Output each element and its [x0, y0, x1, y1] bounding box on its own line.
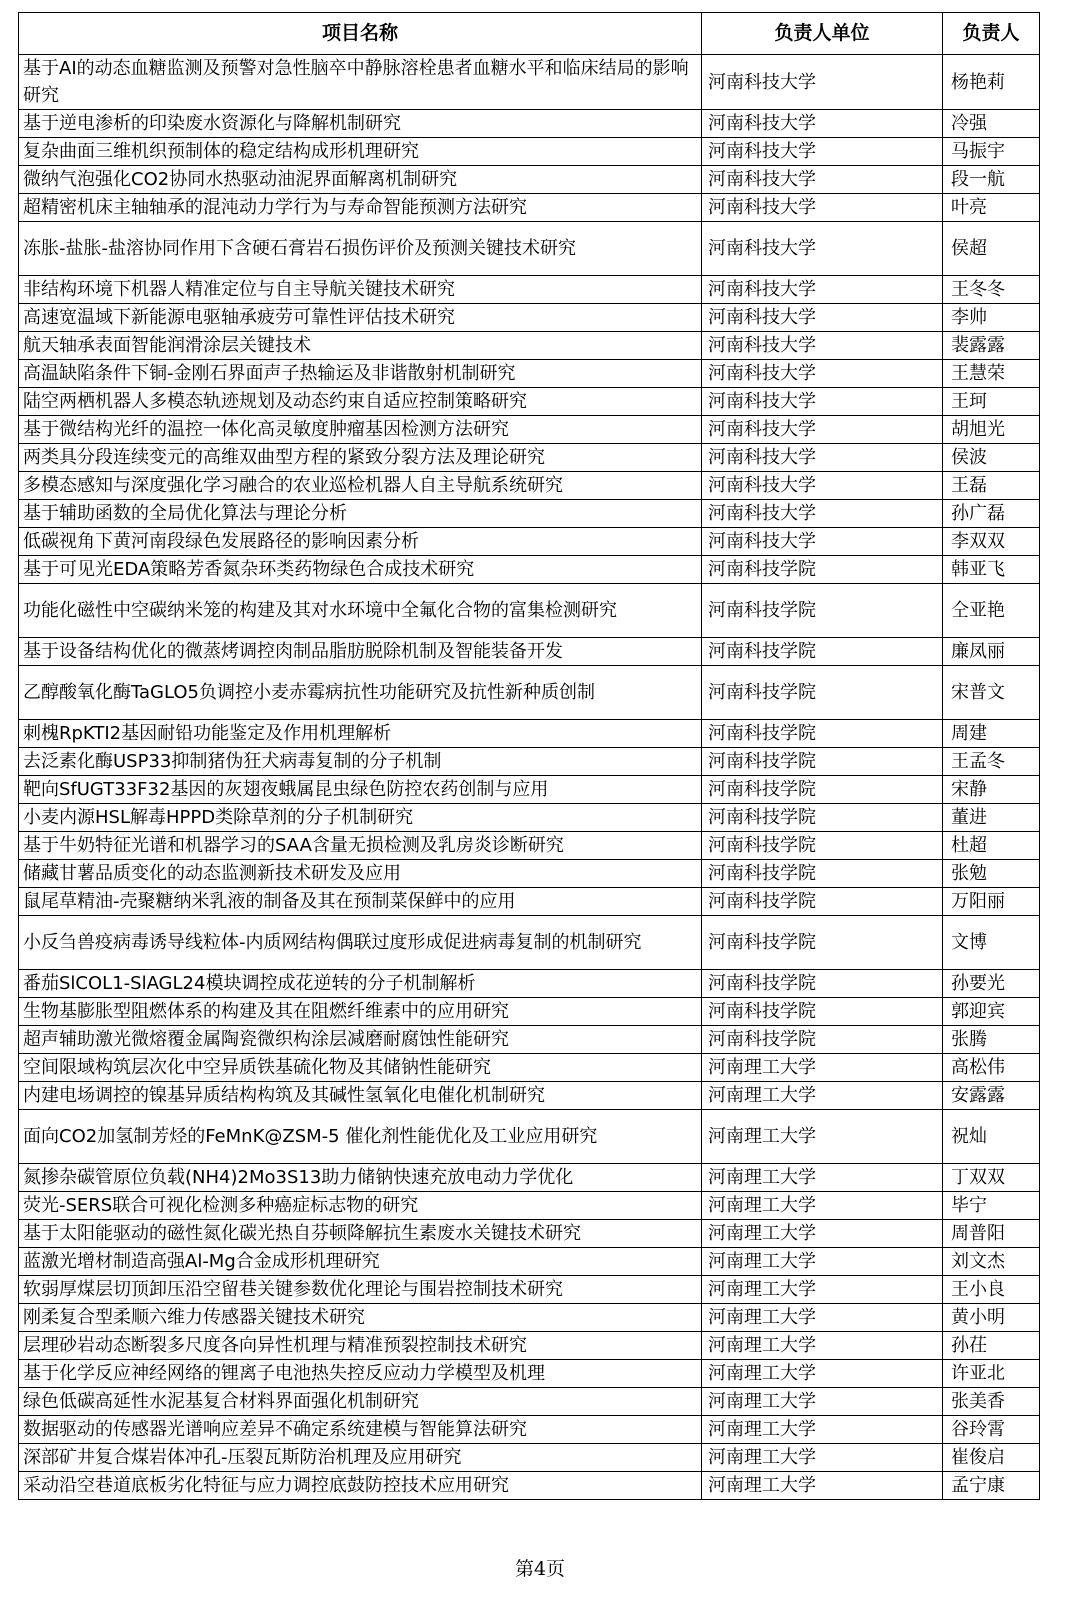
project-name-cell: 两类具分段连续变元的高维双曲型方程的紧致分裂方法及理论研究	[19, 444, 702, 472]
organization-cell: 河南科技学院	[702, 720, 943, 748]
table-row	[19, 1388, 1040, 1416]
principal-cell: 李帅	[943, 304, 1040, 332]
project-name-cell: 航天轴承表面智能润滑涂层关键技术	[19, 332, 702, 360]
organization-cell: 河南理工大学	[702, 1248, 943, 1276]
principal-cell: 冷强	[943, 110, 1040, 138]
project-name-cell: 靶向SfUGT33F32基因的灰翅夜蛾属昆虫绿色防控农药创制与应用	[19, 776, 702, 804]
project-name-cell: 低碳视角下黄河南段绿色发展路径的影响因素分析	[19, 528, 702, 556]
table-row	[19, 1192, 1040, 1220]
principal-cell: 段一航	[943, 166, 1040, 194]
organization-cell: 河南理工大学	[702, 1304, 943, 1332]
table-row	[19, 666, 1040, 720]
principal-cell: 郭迎宾	[943, 998, 1040, 1026]
project-name-cell: 荧光-SERS联合可视化检测多种癌症标志物的研究	[19, 1192, 702, 1220]
organization-cell: 河南科技大学	[702, 500, 943, 528]
table-header-row	[19, 13, 1040, 55]
principal-cell: 丁双双	[943, 1164, 1040, 1192]
table-row	[19, 138, 1040, 166]
table-row	[19, 472, 1040, 500]
table-row	[19, 970, 1040, 998]
project-name-cell: 基于牛奶特征光谱和机器学习的SAA含量无损检测及乳房炎诊断研究	[19, 832, 702, 860]
organization-cell: 河南科技大学	[702, 110, 943, 138]
table-row	[19, 888, 1040, 916]
principal-cell: 仝亚艳	[943, 584, 1040, 638]
organization-cell: 河南科技学院	[702, 832, 943, 860]
organization-cell: 河南科技学院	[702, 998, 943, 1026]
table-row	[19, 998, 1040, 1026]
principal-cell: 万阳丽	[943, 888, 1040, 916]
organization-cell: 河南科技大学	[702, 332, 943, 360]
organization-cell: 河南科技学院	[702, 584, 943, 638]
table-row	[19, 916, 1040, 970]
table-row	[19, 332, 1040, 360]
project-name-cell: 基于化学反应神经网络的锂离子电池热失控反应动力学模型及机理	[19, 1360, 702, 1388]
project-name-cell: 深部矿井复合煤岩体冲孔-压裂瓦斯防治机理及应用研究	[19, 1444, 702, 1472]
principal-cell: 李双双	[943, 528, 1040, 556]
organization-cell: 河南科技学院	[702, 666, 943, 720]
principal-cell: 侯波	[943, 444, 1040, 472]
principal-cell: 王珂	[943, 388, 1040, 416]
project-name-cell: 刚柔复合型柔顺六维力传感器关键技术研究	[19, 1304, 702, 1332]
principal-cell: 王慧荣	[943, 360, 1040, 388]
principal-cell: 孟宁康	[943, 1472, 1040, 1500]
table-row	[19, 110, 1040, 138]
project-name-cell: 陆空两栖机器人多模态轨迹规划及动态约束自适应控制策略研究	[19, 388, 702, 416]
principal-cell: 黄小明	[943, 1304, 1040, 1332]
principal-cell: 裴露露	[943, 332, 1040, 360]
principal-cell: 廉凤丽	[943, 638, 1040, 666]
project-name-cell: 基于设备结构优化的微蒸烤调控肉制品脂肪脱除机制及智能装备开发	[19, 638, 702, 666]
table-row	[19, 1220, 1040, 1248]
table-row	[19, 556, 1040, 584]
organization-cell: 河南科技学院	[702, 556, 943, 584]
table-body	[19, 55, 1040, 1500]
table-row	[19, 276, 1040, 304]
table-row	[19, 1054, 1040, 1082]
organization-cell: 河南科技学院	[702, 804, 943, 832]
project-name-cell: 复杂曲面三维机织预制体的稳定结构成形机理研究	[19, 138, 702, 166]
organization-cell: 河南理工大学	[702, 1054, 943, 1082]
organization-cell: 河南理工大学	[702, 1192, 943, 1220]
organization-cell: 河南科技学院	[702, 748, 943, 776]
organization-cell: 河南科技大学	[702, 416, 943, 444]
principal-cell: 高松伟	[943, 1054, 1040, 1082]
page-number: 第4页	[514, 1558, 566, 1580]
table-row	[19, 1332, 1040, 1360]
organization-cell: 河南理工大学	[702, 1472, 943, 1500]
principal-cell: 王冬冬	[943, 276, 1040, 304]
table-row	[19, 804, 1040, 832]
principal-cell: 崔俊启	[943, 1444, 1040, 1472]
project-name-cell: 小麦内源HSL解毒HPPD类除草剂的分子机制研究	[19, 804, 702, 832]
project-name-cell: 超声辅助激光微熔覆金属陶瓷微织构涂层减磨耐腐蚀性能研究	[19, 1026, 702, 1054]
project-name-cell: 多模态感知与深度强化学习融合的农业巡检机器人自主导航系统研究	[19, 472, 702, 500]
principal-cell: 胡旭光	[943, 416, 1040, 444]
principal-cell: 孙要光	[943, 970, 1040, 998]
project-name-cell: 高温缺陷条件下铜-金刚石界面声子热输运及非谐散射机制研究	[19, 360, 702, 388]
organization-cell: 河南科技大学	[702, 166, 943, 194]
principal-cell: 马振宇	[943, 138, 1040, 166]
project-table	[18, 12, 1040, 1500]
table-row	[19, 1444, 1040, 1472]
table-row	[19, 1304, 1040, 1332]
principal-cell: 宋静	[943, 776, 1040, 804]
project-name-cell: 基于辅助函数的全局优化算法与理论分析	[19, 500, 702, 528]
table-row	[19, 1082, 1040, 1110]
project-name-cell: 基于逆电渗析的印染废水资源化与降解机制研究	[19, 110, 702, 138]
project-name-cell: 高速宽温域下新能源电驱轴承疲劳可靠性评估技术研究	[19, 304, 702, 332]
project-name-cell: 超精密机床主轴轴承的混沌动力学行为与寿命智能预测方法研究	[19, 194, 702, 222]
principal-cell: 董进	[943, 804, 1040, 832]
organization-cell: 河南科技大学	[702, 528, 943, 556]
project-name-cell: 功能化磁性中空碳纳米笼的构建及其对水环境中全氟化合物的富集检测研究	[19, 584, 702, 638]
principal-cell: 韩亚飞	[943, 556, 1040, 584]
header-organization: 负责人单位	[702, 13, 943, 55]
organization-cell: 河南科技学院	[702, 916, 943, 970]
project-name-cell: 乙醇酸氧化酶TaGLO5负调控小麦赤霉病抗性功能研究及抗性新种质创制	[19, 666, 702, 720]
organization-cell: 河南理工大学	[702, 1388, 943, 1416]
project-name-cell: 绿色低碳高延性水泥基复合材料界面强化机制研究	[19, 1388, 702, 1416]
project-name-cell: 采动沿空巷道底板劣化特征与应力调控底鼓防控技术应用研究	[19, 1472, 702, 1500]
table-row	[19, 748, 1040, 776]
project-name-cell: 空间限域构筑层次化中空异质铁基硫化物及其储钠性能研究	[19, 1054, 702, 1082]
organization-cell: 河南理工大学	[702, 1416, 943, 1444]
project-name-cell: 去泛素化酶USP33抑制猪伪狂犬病毒复制的分子机制	[19, 748, 702, 776]
principal-cell: 文博	[943, 916, 1040, 970]
principal-cell: 宋普文	[943, 666, 1040, 720]
table-row	[19, 1360, 1040, 1388]
table-row	[19, 1416, 1040, 1444]
principal-cell: 刘文杰	[943, 1248, 1040, 1276]
table-row	[19, 1472, 1040, 1500]
principal-cell: 张腾	[943, 1026, 1040, 1054]
table-row	[19, 444, 1040, 472]
principal-cell: 王小良	[943, 1276, 1040, 1304]
principal-cell: 王孟冬	[943, 748, 1040, 776]
organization-cell: 河南理工大学	[702, 1164, 943, 1192]
project-name-cell: 蓝激光增材制造高强Al-Mg合金成形机理研究	[19, 1248, 702, 1276]
principal-cell: 周普阳	[943, 1220, 1040, 1248]
project-name-cell: 鼠尾草精油-壳聚糖纳米乳液的制备及其在预制菜保鲜中的应用	[19, 888, 702, 916]
project-name-cell: 基于AI的动态血糖监测及预警对急性脑卒中静脉溶栓患者血糖水平和临床结局的影响研究	[19, 55, 702, 110]
principal-cell: 张美香	[943, 1388, 1040, 1416]
organization-cell: 河南理工大学	[702, 1332, 943, 1360]
table-row	[19, 304, 1040, 332]
organization-cell: 河南科技学院	[702, 638, 943, 666]
principal-cell: 许亚北	[943, 1360, 1040, 1388]
principal-cell: 叶亮	[943, 194, 1040, 222]
project-name-cell: 基于太阳能驱动的磁性氮化碳光热自芬顿降解抗生素废水关键技术研究	[19, 1220, 702, 1248]
project-name-cell: 软弱厚煤层切顶卸压沿空留巷关键参数优化理论与围岩控制技术研究	[19, 1276, 702, 1304]
table-row	[19, 194, 1040, 222]
project-name-cell: 储藏甘薯品质变化的动态监测新技术研发及应用	[19, 860, 702, 888]
principal-cell: 祝灿	[943, 1110, 1040, 1164]
project-name-cell: 内建电场调控的镍基异质结构构筑及其碱性氢氧化电催化机制研究	[19, 1082, 702, 1110]
principal-cell: 王磊	[943, 472, 1040, 500]
organization-cell: 河南科技大学	[702, 138, 943, 166]
project-name-cell: 层理砂岩动态断裂多尺度各向异性机理与精准预裂控制技术研究	[19, 1332, 702, 1360]
table-row	[19, 388, 1040, 416]
table-row	[19, 1248, 1040, 1276]
organization-cell: 河南理工大学	[702, 1360, 943, 1388]
principal-cell: 毕宁	[943, 1192, 1040, 1220]
organization-cell: 河南科技大学	[702, 276, 943, 304]
organization-cell: 河南科技学院	[702, 1026, 943, 1054]
table-row	[19, 832, 1040, 860]
table-row	[19, 55, 1040, 110]
table-row	[19, 528, 1040, 556]
project-name-cell: 基于可见光EDA策略芳香氮杂环类药物绿色合成技术研究	[19, 556, 702, 584]
project-name-cell: 刺槐RpKTI2基因耐铅功能鉴定及作用机理解析	[19, 720, 702, 748]
principal-cell: 安露露	[943, 1082, 1040, 1110]
organization-cell: 河南科技大学	[702, 388, 943, 416]
project-name-cell: 小反刍兽疫病毒诱导线粒体-内质网结构偶联过度形成促进病毒复制的机制研究	[19, 916, 702, 970]
organization-cell: 河南理工大学	[702, 1276, 943, 1304]
table-row	[19, 638, 1040, 666]
table-row	[19, 1026, 1040, 1054]
header-principal: 负责人	[943, 13, 1040, 55]
table-row	[19, 500, 1040, 528]
organization-cell: 河南科技大学	[702, 360, 943, 388]
organization-cell: 河南科技大学	[702, 444, 943, 472]
table-row	[19, 1110, 1040, 1164]
organization-cell: 河南科技大学	[702, 55, 943, 110]
table-row	[19, 416, 1040, 444]
principal-cell: 杜超	[943, 832, 1040, 860]
table-row	[19, 166, 1040, 194]
project-name-cell: 番茄SlCOL1-SlAGL24模块调控成花逆转的分子机制解析	[19, 970, 702, 998]
organization-cell: 河南理工大学	[702, 1220, 943, 1248]
project-name-cell: 冻胀-盐胀-盐溶协同作用下含硬石膏岩石损伤评价及预测关键技术研究	[19, 222, 702, 276]
table-row	[19, 584, 1040, 638]
principal-cell: 谷玲霄	[943, 1416, 1040, 1444]
principal-cell: 孙茌	[943, 1332, 1040, 1360]
table-row	[19, 1164, 1040, 1192]
table-row	[19, 776, 1040, 804]
organization-cell: 河南理工大学	[702, 1444, 943, 1472]
project-name-cell: 微纳气泡强化CO2协同水热驱动油泥界面解离机制研究	[19, 166, 702, 194]
project-name-cell: 基于微结构光纤的温控一体化高灵敏度肿瘤基因检测方法研究	[19, 416, 702, 444]
table-row	[19, 1276, 1040, 1304]
principal-cell: 周建	[943, 720, 1040, 748]
table-row	[19, 360, 1040, 388]
principal-cell: 孙广磊	[943, 500, 1040, 528]
organization-cell: 河南科技大学	[702, 222, 943, 276]
project-name-cell: 生物基膨胀型阻燃体系的构建及其在阻燃纤维素中的应用研究	[19, 998, 702, 1026]
organization-cell: 河南理工大学	[702, 1082, 943, 1110]
organization-cell: 河南科技大学	[702, 194, 943, 222]
organization-cell: 河南科技大学	[702, 304, 943, 332]
organization-cell: 河南科技学院	[702, 776, 943, 804]
organization-cell: 河南科技学院	[702, 888, 943, 916]
header-project-name: 项目名称	[19, 13, 702, 55]
project-name-cell: 非结构环境下机器人精准定位与自主导航关键技术研究	[19, 276, 702, 304]
organization-cell: 河南理工大学	[702, 1110, 943, 1164]
organization-cell: 河南科技学院	[702, 970, 943, 998]
organization-cell: 河南科技大学	[702, 472, 943, 500]
project-name-cell: 数据驱动的传感器光谱响应差异不确定系统建模与智能算法研究	[19, 1416, 702, 1444]
table-row	[19, 860, 1040, 888]
principal-cell: 张勉	[943, 860, 1040, 888]
principal-cell: 侯超	[943, 222, 1040, 276]
project-name-cell: 面向CO2加氢制芳烃的FeMnK@ZSM-5 催化剂性能优化及工业应用研究	[19, 1110, 702, 1164]
table-row	[19, 222, 1040, 276]
project-name-cell: 氮掺杂碳管原位负载(NH4)2Mo3S13助力储钠快速充放电动力学优化	[19, 1164, 702, 1192]
organization-cell: 河南科技学院	[702, 860, 943, 888]
table-row	[19, 720, 1040, 748]
principal-cell: 杨艳莉	[943, 55, 1040, 110]
